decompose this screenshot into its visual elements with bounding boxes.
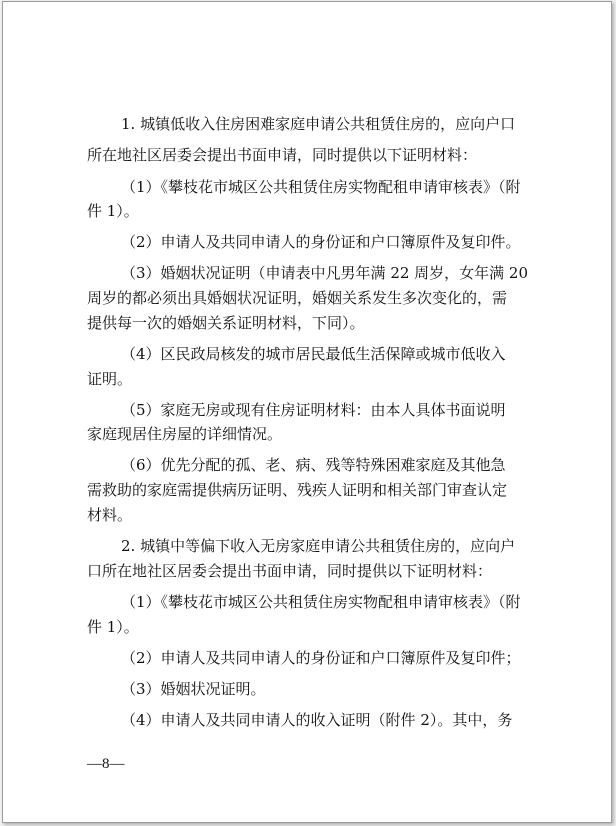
page-number: —8— (87, 756, 125, 772)
text-line: 提供每一次的婚姻关系证明材料，下同）。 (87, 314, 365, 332)
text-line: 需救助的家庭需提供病历证明、残疾人证明和相关部门审查认定 (87, 481, 508, 499)
text-line: （2）申请人及共同申请人的身份证和户口簿原件及复印件。 (121, 233, 521, 251)
text-line: （6）优先分配的孤、老、病、残等特殊困难家庭及其他急 (121, 456, 506, 474)
text-line: （4）申请人及共同申请人的收入证明（附件 2）。其中，务 (121, 711, 513, 729)
text-line: （2）申请人及共同申请人的身份证和户口簿原件及复印件； (121, 649, 521, 667)
text-line: 口所在地社区居委会提出书面申请，同时提供以下证明材料： (87, 562, 493, 580)
text-line: （5）家庭无房或现有住房证明材料：由本人具体书面说明 (121, 401, 506, 419)
text-line: 周岁的都必须出具婚姻状况证明，婚姻关系发生多次变化的，需 (87, 289, 508, 307)
text-line: 1. 城镇低收入住房困难家庭申请公共租赁住房的，应向户口 (121, 115, 516, 133)
text-line: （1）《攀枝花市城区公共租赁住房实物配租申请审核表》（附 (121, 593, 521, 611)
text-line: 材料。 (87, 506, 133, 524)
text-line: （3）婚姻状况证明（申请表中凡男年满 22 周岁，女年满 20 (121, 264, 529, 282)
text-line: 家庭现居住房屋的详细情况。 (87, 425, 283, 443)
text-line: 件 1）。 (87, 202, 139, 220)
text-line: 件 1）。 (87, 618, 139, 636)
text-line: （4）区民政局核发的城市居民最低生活保障或城市低收入 (121, 345, 506, 363)
text-line: 2. 城镇中等偏下收入无房家庭申请公共租赁住房的，应向户 (121, 537, 516, 555)
text-line: （1）《攀枝花市城区公共租赁住房实物配租申请审核表》（附 (121, 178, 521, 196)
document-page (2, 1, 612, 823)
text-line: 所在地社区居委会提出书面申请，同时提供以下证明材料： (87, 146, 478, 164)
text-line: （3）婚姻状况证明。 (121, 680, 266, 698)
text-line: 证明。 (87, 370, 133, 388)
